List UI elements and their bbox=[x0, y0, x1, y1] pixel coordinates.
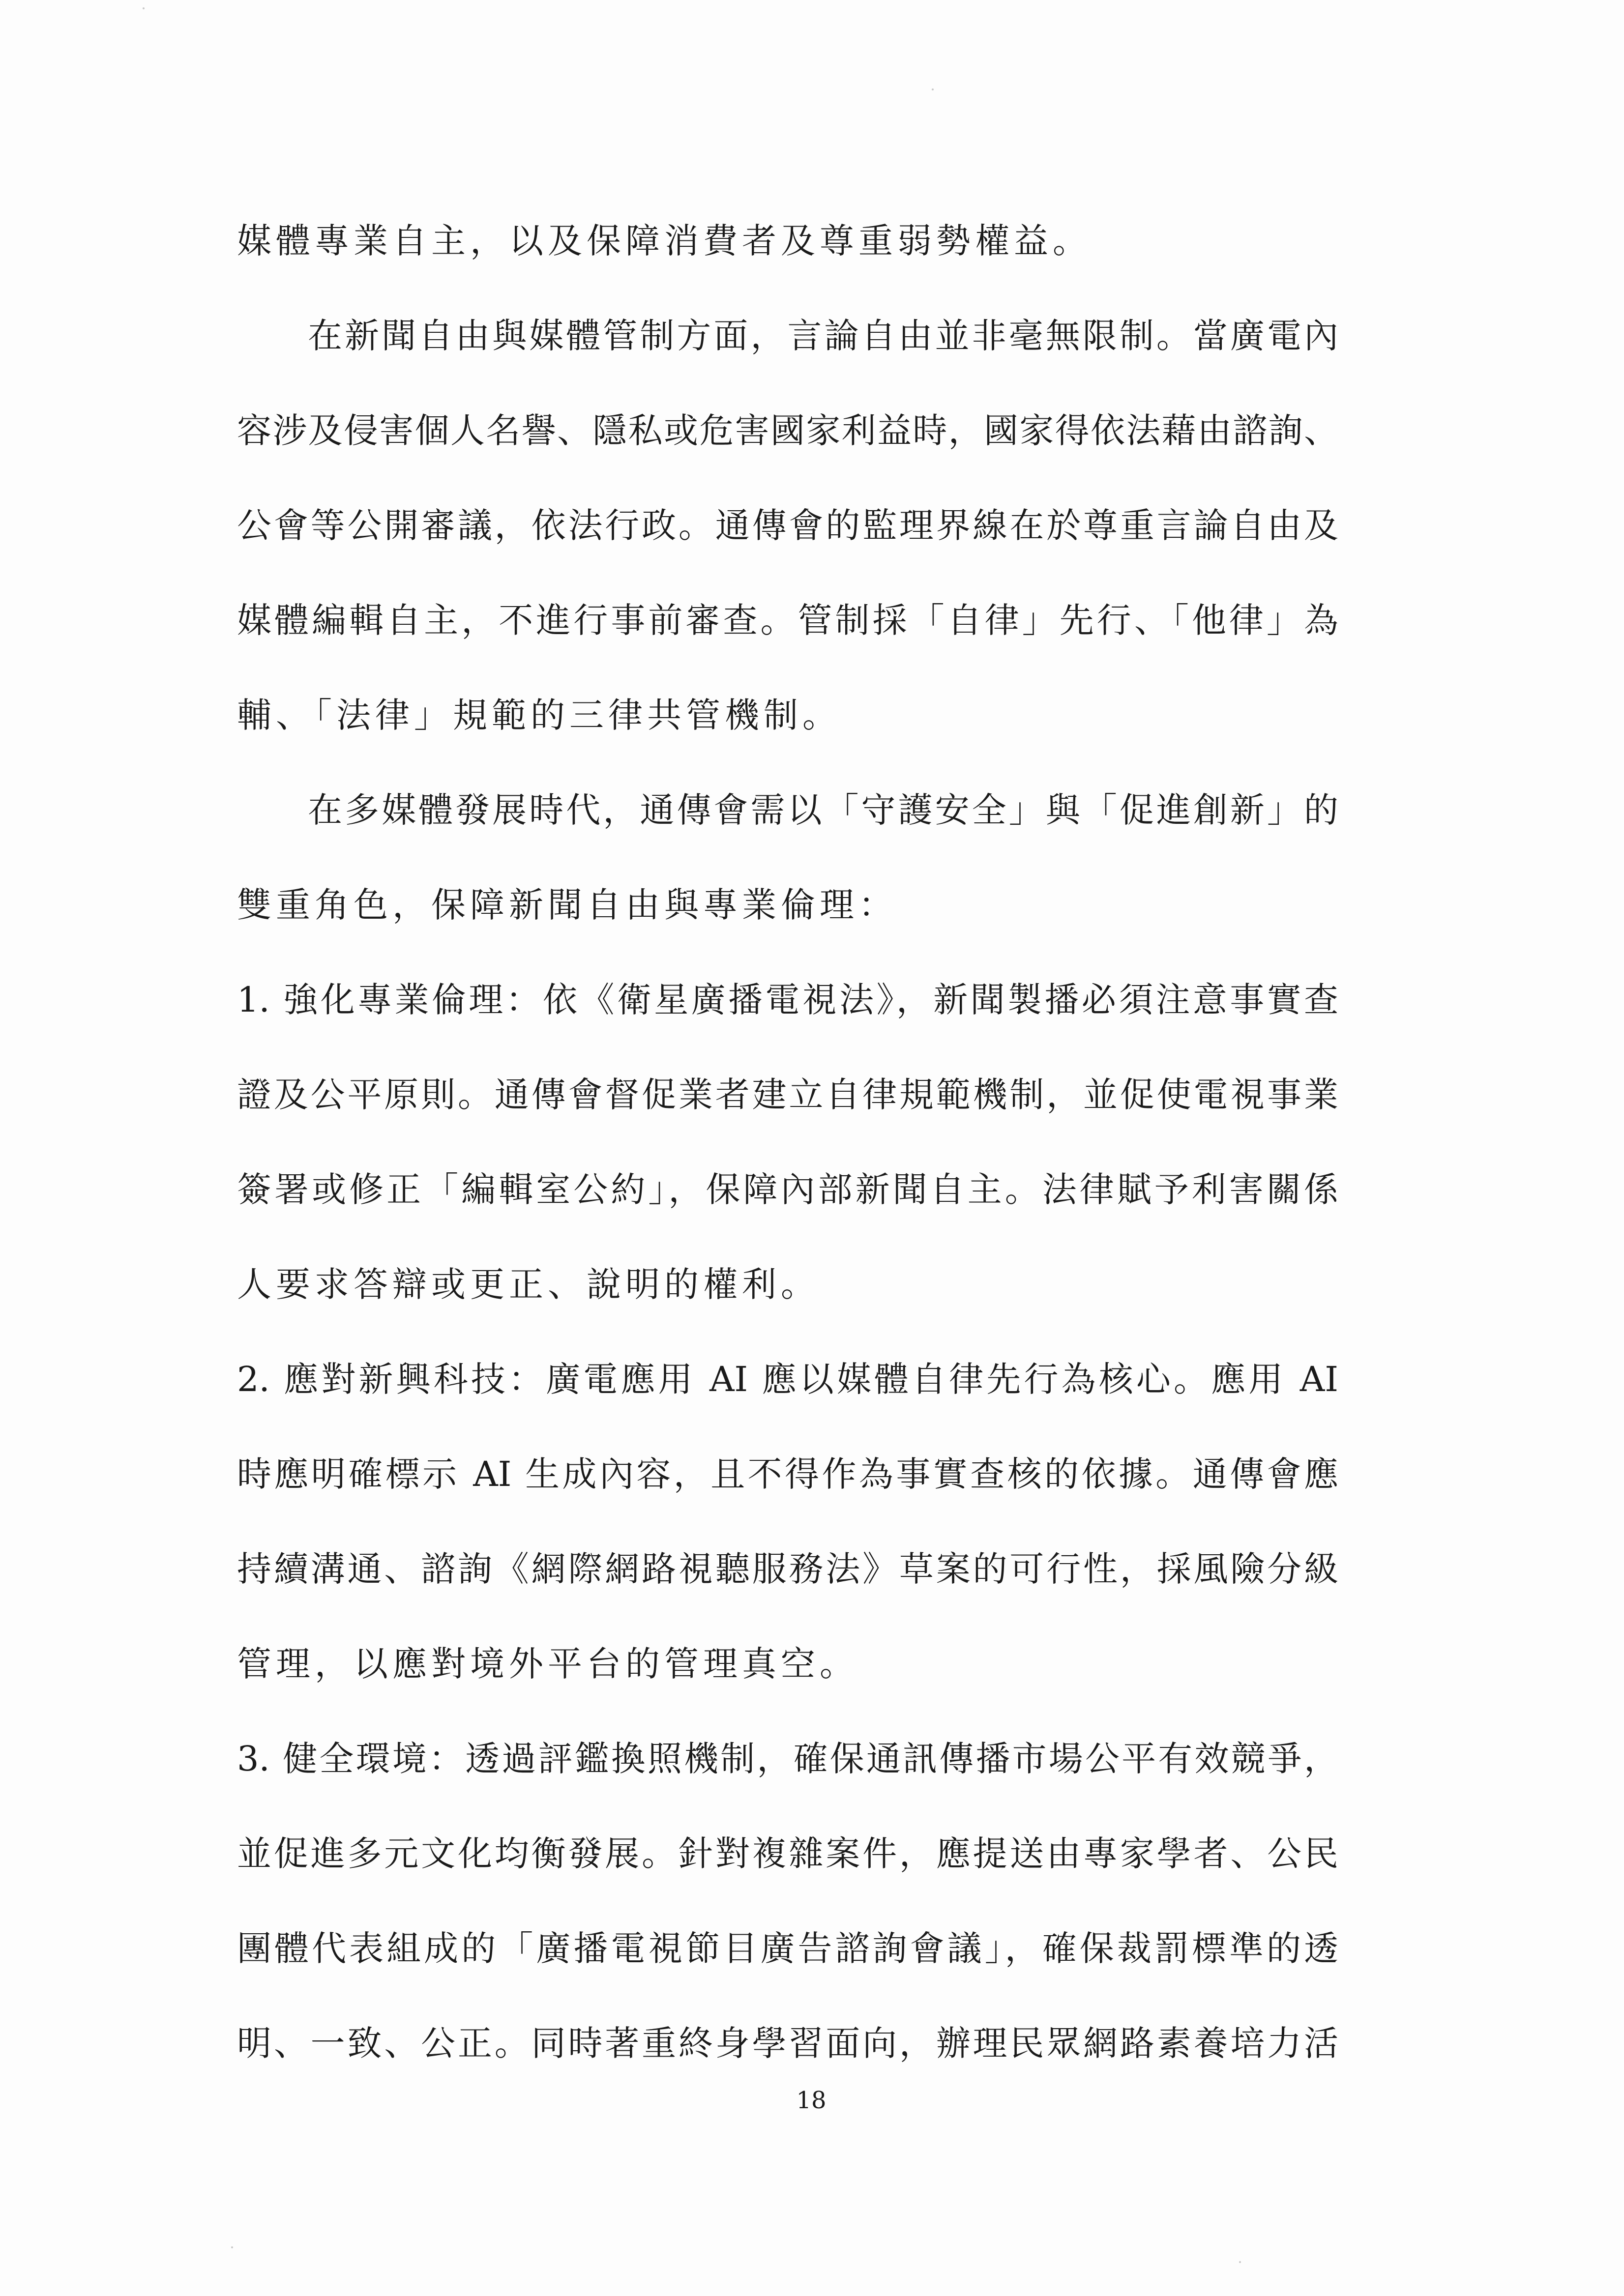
paragraph-start-line: 在新聞自由與媒體管制方面，言論自由並非毫無限制。當廣電內 bbox=[308, 316, 1338, 356]
paragraph-start-line: 在多媒體發展時代，通傳會需以「守護安全」與「促進創新」的 bbox=[308, 790, 1338, 830]
text-line: 雙重角色，保障新聞自由與專業倫理： bbox=[237, 885, 897, 925]
text-line: 容涉及侵害個人名譽、隱私或危害國家利益時，國家得依法藉由諮詢、 bbox=[237, 410, 1338, 451]
text-line: 媒體專業自主，以及保障消費者及尊重弱勢權益。 bbox=[237, 221, 1092, 261]
scan-speck bbox=[143, 7, 145, 9]
list-item-2-line: 2. 應對新興科技：廣電應用 AI 應以媒體自律先行為核心。應用 AI bbox=[237, 1359, 1338, 1399]
text-line: 證及公平原則。通傳會督促業者建立自律規範機制，並促使電視事業 bbox=[237, 1075, 1338, 1115]
text-line: 團體代表組成的「廣播電視節目廣告諮詢會議」，確保裁罰標準的透 bbox=[237, 1928, 1338, 1969]
scan-speck bbox=[231, 2246, 233, 2248]
text-line: 時應明確標示 AI 生成內容，且不得作為事實查核的依據。通傳會應 bbox=[237, 1454, 1338, 1494]
text-line: 並促進多元文化均衡發展。針對複雜案件，應提送由專家學者、公民 bbox=[237, 1833, 1338, 1874]
scan-speck bbox=[932, 88, 934, 90]
text-line: 媒體編輯自主，不進行事前審查。管制採「自律」先行、「他律」為 bbox=[237, 600, 1338, 640]
list-item-1-line: 1. 強化專業倫理：依《衛星廣播電視法》，新聞製播必須注意事實查 bbox=[237, 980, 1338, 1020]
text-line: 簽署或修正「編輯室公約」，保障內部新聞自主。法律賦予利害關係 bbox=[237, 1169, 1338, 1210]
text-line: 輔、「法律」規範的三律共管機制。 bbox=[237, 695, 841, 735]
text-line: 人要求答辯或更正、說明的權利。 bbox=[237, 1264, 820, 1305]
text-line: 持續溝通、諮詢《網際網路視聽服務法》草案的可行性，採風險分級 bbox=[237, 1549, 1338, 1589]
scan-speck bbox=[1239, 2261, 1241, 2263]
text-line: 管理，以應對境外平台的管理真空。 bbox=[237, 1644, 858, 1684]
page-number: 18 bbox=[796, 2087, 827, 2114]
text-line: 公會等公開審議，依法行政。通傳會的監理界線在於尊重言論自由及 bbox=[237, 505, 1338, 546]
text-line: 明、一致、公正。同時著重終身學習面向，辦理民眾網路素養培力活 bbox=[237, 2023, 1338, 2063]
list-item-3-line: 3. 健全環境：透過評鑑換照機制，確保通訊傳播市場公平有效競爭， bbox=[237, 1739, 1338, 1779]
